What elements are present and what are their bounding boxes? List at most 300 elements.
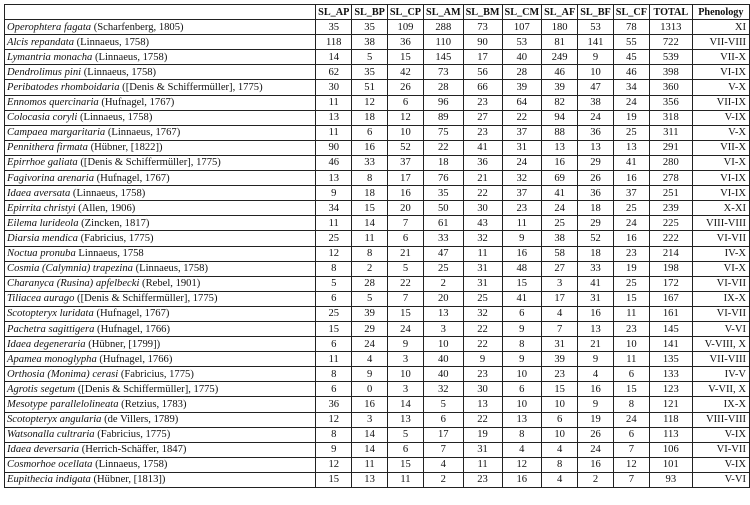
count-cell: 16: [578, 382, 614, 397]
count-cell: 32: [502, 171, 542, 186]
species-author: (Hufnagel, 1767): [93, 308, 170, 320]
count-cell: 9: [502, 231, 542, 246]
species-author: Linnaeus, 1758: [75, 248, 144, 260]
count-cell: 22: [463, 337, 502, 352]
table-row: [5, 367, 750, 382]
phenology-cell: VI-VII: [692, 442, 749, 457]
count-cell: 13: [352, 472, 388, 487]
species-genus: Operophtera fagata: [7, 21, 92, 33]
count-cell: 11: [613, 352, 649, 367]
count-cell: 35: [352, 65, 388, 80]
count-cell: 21: [463, 171, 502, 186]
count-cell: 11: [316, 216, 352, 231]
count-cell: 9: [578, 352, 614, 367]
species-genus: Apamea monoglypha: [7, 353, 97, 365]
species-genus: Watsonalla cultraria: [7, 429, 95, 441]
phenology-cell: V-VI: [692, 472, 749, 487]
species-author: (Linnaeus, 1758): [132, 263, 208, 275]
count-cell: 11: [316, 125, 352, 140]
count-cell: 18: [424, 155, 464, 170]
phenology-cell: V-VIII, X: [692, 337, 749, 352]
count-cell: 9: [578, 397, 614, 412]
count-cell: 23: [463, 95, 502, 110]
count-cell: 8: [613, 397, 649, 412]
count-cell: 30: [463, 382, 502, 397]
count-cell: 10: [578, 65, 614, 80]
species-genus: Epirrhoe galiata: [7, 157, 78, 169]
species-author: (Hufnagel, 1766): [96, 353, 173, 365]
count-cell: 11: [463, 246, 502, 261]
count-cell: 40: [502, 50, 542, 65]
count-cell: 12: [387, 110, 423, 125]
count-cell: 2: [424, 276, 464, 291]
count-cell: 45: [613, 50, 649, 65]
count-cell: 20: [387, 201, 423, 216]
header-species: [5, 5, 316, 20]
total-cell: 106: [649, 442, 692, 457]
species-genus: Orthosia (Monima) cerasi: [7, 368, 119, 380]
count-cell: 29: [578, 155, 614, 170]
count-cell: 24: [613, 95, 649, 110]
count-cell: 15: [387, 50, 423, 65]
total-cell: 311: [649, 125, 692, 140]
count-cell: 10: [542, 397, 578, 412]
count-cell: 24: [387, 321, 423, 336]
count-cell: 41: [578, 276, 614, 291]
count-cell: 24: [613, 412, 649, 427]
count-cell: 10: [542, 427, 578, 442]
table-row: [5, 35, 750, 50]
species-name-cell: [5, 216, 316, 231]
total-cell: 93: [649, 472, 692, 487]
count-cell: 39: [502, 80, 542, 95]
table-row: [5, 412, 750, 427]
count-cell: 90: [463, 35, 502, 50]
count-cell: 34: [316, 201, 352, 216]
count-cell: 66: [463, 80, 502, 95]
total-cell: 135: [649, 352, 692, 367]
table-row: [5, 261, 750, 276]
species-name-cell: [5, 20, 316, 35]
count-cell: 15: [613, 382, 649, 397]
species-genus: Cosmorhoe ocellata: [7, 459, 93, 471]
count-cell: 25: [542, 216, 578, 231]
count-cell: 11: [613, 306, 649, 321]
count-cell: 23: [463, 367, 502, 382]
total-cell: 356: [649, 95, 692, 110]
total-cell: 198: [649, 261, 692, 276]
species-name-cell: [5, 291, 316, 306]
table-row: [5, 276, 750, 291]
phenology-cell: VII-X: [692, 50, 749, 65]
count-cell: 9: [316, 442, 352, 457]
column-header: SL_BF: [578, 5, 614, 20]
count-cell: 96: [424, 95, 464, 110]
count-cell: 4: [542, 442, 578, 457]
species-genus: Tiliacea aurago: [7, 293, 75, 305]
species-author: (Hübner, [1822]): [87, 142, 163, 154]
count-cell: 15: [387, 306, 423, 321]
table-row: [5, 231, 750, 246]
count-cell: 25: [613, 125, 649, 140]
count-cell: 10: [502, 397, 542, 412]
column-header: Phenology: [692, 5, 749, 20]
species-genus: Diarsia mendica: [7, 232, 78, 244]
count-cell: 8: [542, 457, 578, 472]
table-row: [5, 246, 750, 261]
count-cell: 7: [424, 442, 464, 457]
phenology-cell: IX-X: [692, 291, 749, 306]
count-cell: 3: [424, 321, 464, 336]
total-cell: 113: [649, 427, 692, 442]
count-cell: 118: [316, 35, 352, 50]
count-cell: 13: [578, 321, 614, 336]
count-cell: 46: [542, 65, 578, 80]
species-genus: Idaea degeneraria: [7, 338, 86, 350]
species-genus: Epirrita christyi: [7, 202, 76, 214]
count-cell: 5: [316, 276, 352, 291]
species-name-cell: [5, 306, 316, 321]
phenology-cell: V-X: [692, 125, 749, 140]
count-cell: 16: [613, 171, 649, 186]
total-cell: 239: [649, 201, 692, 216]
count-cell: 3: [387, 352, 423, 367]
column-header: SL_AF: [542, 5, 578, 20]
count-cell: 7: [387, 216, 423, 231]
count-cell: 23: [463, 472, 502, 487]
species-name-cell: [5, 397, 316, 412]
count-cell: 5: [387, 261, 423, 276]
count-cell: 15: [613, 291, 649, 306]
total-cell: 161: [649, 306, 692, 321]
table-row: [5, 442, 750, 457]
count-cell: 145: [424, 50, 464, 65]
species-genus: Colocasia coryli: [7, 112, 78, 124]
phenology-cell: VII-X: [692, 140, 749, 155]
species-name-cell: [5, 457, 316, 472]
phenology-cell: VII-VIII: [692, 352, 749, 367]
count-cell: 31: [463, 261, 502, 276]
count-cell: 30: [316, 80, 352, 95]
count-cell: 10: [613, 337, 649, 352]
total-cell: 360: [649, 80, 692, 95]
count-cell: 17: [424, 427, 464, 442]
count-cell: 23: [613, 246, 649, 261]
count-cell: 55: [613, 35, 649, 50]
count-cell: 3: [352, 412, 388, 427]
count-cell: 12: [613, 457, 649, 472]
count-cell: 5: [387, 427, 423, 442]
count-cell: 6: [387, 95, 423, 110]
count-cell: 8: [352, 246, 388, 261]
species-author: (Linnaeus, 1758): [70, 187, 146, 199]
count-cell: 109: [387, 20, 423, 35]
count-cell: 82: [542, 95, 578, 110]
count-cell: 7: [613, 472, 649, 487]
table-row: [5, 125, 750, 140]
species-name-cell: [5, 472, 316, 487]
table-row: [5, 321, 750, 336]
count-cell: 81: [542, 35, 578, 50]
count-cell: 3: [542, 276, 578, 291]
count-cell: 52: [387, 140, 423, 155]
species-author: (Fabricius, 1775): [94, 429, 171, 441]
count-cell: 24: [542, 201, 578, 216]
count-cell: 38: [542, 231, 578, 246]
table-row: [5, 472, 750, 487]
species-author: (de Villers, 1789): [101, 414, 179, 426]
count-cell: 17: [542, 291, 578, 306]
species-name-cell: [5, 427, 316, 442]
species-name-cell: [5, 186, 316, 201]
species-author: (Herrich-Schäffer, 1847): [79, 444, 187, 456]
count-cell: 18: [352, 186, 388, 201]
species-author: (Rebel, 1901): [139, 278, 201, 290]
total-cell: 278: [649, 171, 692, 186]
species-name-cell: [5, 201, 316, 216]
count-cell: 38: [578, 95, 614, 110]
species-name-cell: [5, 65, 316, 80]
count-cell: 26: [387, 80, 423, 95]
count-cell: 6: [316, 291, 352, 306]
count-cell: 14: [352, 427, 388, 442]
column-header: SL_CP: [387, 5, 423, 20]
count-cell: 25: [613, 201, 649, 216]
count-cell: 24: [613, 216, 649, 231]
count-cell: 37: [502, 125, 542, 140]
total-cell: 291: [649, 140, 692, 155]
species-name-cell: [5, 50, 316, 65]
column-header: SL_BM: [463, 5, 502, 20]
count-cell: 23: [463, 125, 502, 140]
count-cell: 24: [578, 442, 614, 457]
count-cell: 75: [424, 125, 464, 140]
count-cell: 6: [387, 231, 423, 246]
count-cell: 52: [578, 231, 614, 246]
species-author: (Fabricius, 1775): [118, 368, 194, 380]
phenology-cell: VII-VIII: [692, 35, 749, 50]
count-cell: 11: [316, 95, 352, 110]
count-cell: 22: [424, 140, 464, 155]
column-header: SL_AM: [424, 5, 464, 20]
count-cell: 22: [463, 186, 502, 201]
species-author: ([Denis & Schiffermüller], 1775): [75, 383, 219, 395]
count-cell: 141: [578, 35, 614, 50]
count-cell: 6: [352, 125, 388, 140]
count-cell: 6: [613, 427, 649, 442]
count-cell: 31: [463, 442, 502, 457]
species-abundance-table: [4, 4, 750, 488]
count-cell: 32: [424, 382, 464, 397]
count-cell: 11: [463, 457, 502, 472]
count-cell: 16: [578, 306, 614, 321]
count-cell: 9: [387, 337, 423, 352]
count-cell: 5: [352, 291, 388, 306]
column-header: SL_CM: [502, 5, 542, 20]
count-cell: 31: [578, 291, 614, 306]
phenology-cell: X-XI: [692, 201, 749, 216]
table-row: [5, 50, 750, 65]
count-cell: 41: [463, 140, 502, 155]
count-cell: 23: [502, 201, 542, 216]
table-row: [5, 291, 750, 306]
species-genus: Pennithera firmata: [7, 142, 88, 154]
count-cell: 16: [352, 140, 388, 155]
species-name-cell: [5, 442, 316, 457]
count-cell: 8: [352, 171, 388, 186]
column-header: SL_AP: [316, 5, 352, 20]
count-cell: 15: [502, 276, 542, 291]
species-author: (Hufnagel, 1766): [94, 323, 170, 335]
count-cell: 11: [387, 472, 423, 487]
count-cell: 22: [387, 276, 423, 291]
count-cell: 4: [578, 367, 614, 382]
count-cell: 14: [387, 397, 423, 412]
count-cell: 16: [352, 397, 388, 412]
total-cell: 1313: [649, 20, 692, 35]
count-cell: 33: [578, 261, 614, 276]
count-cell: 12: [352, 95, 388, 110]
phenology-cell: V-VII, X: [692, 382, 749, 397]
species-author: ([Denis & Schiffermüller], 1775): [77, 157, 221, 169]
species-name-cell: [5, 231, 316, 246]
total-cell: 251: [649, 186, 692, 201]
count-cell: 40: [424, 352, 464, 367]
species-name-cell: [5, 352, 316, 367]
species-genus: Fagivorina arenaria: [7, 172, 94, 184]
count-cell: 9: [502, 352, 542, 367]
column-header: SL_BP: [352, 5, 388, 20]
count-cell: 8: [502, 337, 542, 352]
count-cell: 39: [542, 80, 578, 95]
species-name-cell: [5, 110, 316, 125]
count-cell: 22: [463, 412, 502, 427]
total-cell: 225: [649, 216, 692, 231]
species-author: (Linnaeus, 1758): [92, 51, 168, 63]
count-cell: 37: [613, 186, 649, 201]
table-row: [5, 397, 750, 412]
count-cell: 36: [387, 35, 423, 50]
count-cell: 25: [463, 291, 502, 306]
count-cell: 37: [502, 186, 542, 201]
count-cell: 21: [578, 337, 614, 352]
table-row: [5, 216, 750, 231]
count-cell: 13: [424, 306, 464, 321]
count-cell: 180: [542, 20, 578, 35]
count-cell: 41: [542, 186, 578, 201]
count-cell: 10: [387, 367, 423, 382]
count-cell: 9: [352, 367, 388, 382]
total-cell: 222: [649, 231, 692, 246]
count-cell: 4: [502, 442, 542, 457]
count-cell: 9: [502, 321, 542, 336]
count-cell: 89: [424, 110, 464, 125]
total-cell: 145: [649, 321, 692, 336]
count-cell: 18: [578, 201, 614, 216]
table-row: [5, 306, 750, 321]
count-cell: 24: [578, 110, 614, 125]
count-cell: 69: [542, 171, 578, 186]
count-cell: 6: [542, 412, 578, 427]
count-cell: 15: [387, 457, 423, 472]
count-cell: 38: [352, 35, 388, 50]
count-cell: 9: [316, 186, 352, 201]
phenology-cell: IX-X: [692, 397, 749, 412]
phenology-cell: VI-X: [692, 155, 749, 170]
total-cell: 141: [649, 337, 692, 352]
phenology-cell: VI-VII: [692, 231, 749, 246]
count-cell: 12: [316, 246, 352, 261]
count-cell: 8: [316, 427, 352, 442]
count-cell: 8: [316, 367, 352, 382]
species-author: ([Denis & Schiffermüller], 1775): [119, 82, 263, 94]
count-cell: 46: [316, 155, 352, 170]
phenology-cell: VIII-VIII: [692, 216, 749, 231]
table-body: [5, 20, 750, 488]
phenology-cell: V-IX: [692, 427, 749, 442]
table-row: [5, 457, 750, 472]
count-cell: 4: [542, 306, 578, 321]
phenology-cell: V-IX: [692, 457, 749, 472]
phenology-cell: V-VI: [692, 321, 749, 336]
count-cell: 25: [316, 231, 352, 246]
species-name-cell: [5, 382, 316, 397]
species-author: (Linnaeus, 1767): [105, 127, 181, 139]
count-cell: 25: [316, 306, 352, 321]
count-cell: 41: [502, 291, 542, 306]
species-author: (Linnaeus, 1758): [74, 36, 150, 48]
table-row: [5, 110, 750, 125]
phenology-cell: IV-X: [692, 246, 749, 261]
count-cell: 64: [502, 95, 542, 110]
species-name-cell: [5, 125, 316, 140]
count-cell: 6: [424, 412, 464, 427]
count-cell: 19: [613, 261, 649, 276]
count-cell: 6: [316, 337, 352, 352]
count-cell: 88: [542, 125, 578, 140]
count-cell: 13: [316, 110, 352, 125]
count-cell: 37: [387, 155, 423, 170]
species-author: (Allen, 1906): [75, 202, 136, 214]
count-cell: 13: [463, 397, 502, 412]
phenology-cell: VI-VII: [692, 306, 749, 321]
phenology-cell: XI: [692, 20, 749, 35]
count-cell: 36: [463, 155, 502, 170]
table-row: [5, 201, 750, 216]
species-name-cell: [5, 412, 316, 427]
count-cell: 36: [316, 397, 352, 412]
count-cell: 6: [316, 382, 352, 397]
species-genus: Dendrolimus pini: [7, 66, 82, 78]
count-cell: 13: [613, 140, 649, 155]
count-cell: 31: [542, 337, 578, 352]
total-cell: 167: [649, 291, 692, 306]
count-cell: 11: [502, 216, 542, 231]
species-name-cell: [5, 246, 316, 261]
count-cell: 35: [424, 186, 464, 201]
table-row: [5, 171, 750, 186]
count-cell: 107: [502, 20, 542, 35]
species-genus: Charanyca (Rusina) apfelbecki: [7, 278, 140, 290]
count-cell: 15: [316, 321, 352, 336]
count-cell: 10: [424, 337, 464, 352]
count-cell: 33: [424, 231, 464, 246]
count-cell: 4: [542, 472, 578, 487]
species-name-cell: [5, 261, 316, 276]
count-cell: 36: [578, 125, 614, 140]
count-cell: 7: [613, 442, 649, 457]
species-genus: Ennomos quercinaria: [7, 97, 99, 109]
